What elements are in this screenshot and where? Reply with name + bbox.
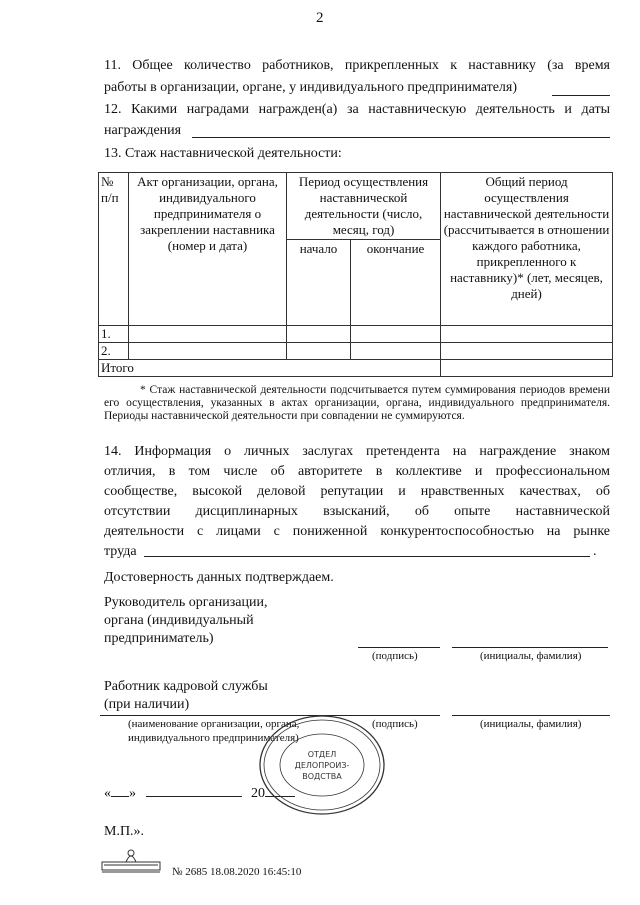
hr-org-label2: индивидуального предпринимателя) (128, 732, 299, 744)
item12-blank (192, 137, 610, 138)
registration-number: № 2685 18.08.2020 16:45:10 (172, 866, 302, 878)
head-initials-label: (инициалы, фамилия) (480, 650, 582, 662)
item14-line5: деятельности с лицами с пониженной конкурентоспособностью на рынке (104, 524, 610, 539)
svg-text:ДЕЛОПРОИЗ-: ДЕЛОПРОИЗ- (294, 761, 350, 770)
document-page: 2 11. Общее количество работников, прикрепленных к наставнику (за время работы в организации, органе, у индивидуального предпринимателя) 12. Какими наградами награжден(а) за наставническую деятельность и даты награждения 13. Стаж наставнической деятельности: № п/п Акт организации, органа, индивидуального предпринимателя о закреплении наставника (номер и дата) Период осуществления наставнической деятельности (число, месяц, год) Общий период осуществления наставнической деятельности (рассчитывается в отношении каждого работника, прикрепленного к наставнику)* (лет, месяцев, дней) начало окончание 1. 2. Итого * Стаж наставнической деятельности подсчитывается путем суммирования периодов времени его осуществления, указанных в актах организации, органа, индивидуального предпринимателя. Периоды наставнической деятельности при совпадении не суммируются. 14. Информация о личных заслугах претендента на награждение знаком отличия, в том числе об авторитете в коллективе и профессиональном сообществе, высокой деловой репутации и нравственных качествах, об отсутствии дисциплинарных взысканий, об опыте наставнической деятельности с лицами с пониженной конкурентоспособностью на рынке труда . Достоверность данных подтверждаем. Руководитель организации, органа (индивидуальный предприниматель) (подпись) (инициалы, фамилия) Работник кадровой службы (при наличии) (наименование организации, органа, индивидуального предпринимателя) (подпись) (инициалы, фамилия) « » 20 М.П.». ОТДЕЛ ДЕЛОПРОИЗ- ВОДСТВА № 2685 18.08.2020 16:45:10 (0, 0, 640, 905)
hr-signature-label: (подпись) (372, 718, 418, 730)
header-total: Общий период осуществления наставнической деятельности (рассчитывается в отношении каждого работника, прикрепленного к наставнику)* (лет, месяцев, дней) (441, 173, 613, 326)
mentoring-table (98, 172, 613, 377)
header-end: окончание (351, 240, 441, 326)
item14-line1: 14. Информация о личных заслугах претендента на награждение знаком (104, 444, 610, 459)
total-row (99, 360, 613, 377)
header-start: начало (287, 240, 351, 326)
hr-initials-line (452, 715, 610, 716)
item14-line2: отличия, в том числе об авторитете в коллективе и профессиональном (104, 464, 610, 479)
item14-blank (144, 556, 590, 557)
table-row (99, 343, 613, 360)
hr-org-label: (наименование организации, органа, (128, 718, 300, 730)
department-stamp-icon (258, 714, 388, 816)
header-period: Период осуществления наставнической деятельности (число, месяц, год) (287, 173, 441, 240)
row-num: 2. (99, 343, 129, 360)
footnote: * Стаж наставнической деятельности подсчитывается путем суммирования периодов времени его осуществления, указанных в актах организации, органа, индивидуального предпринимателя. Периоды наставнической деятельности при совпадении не суммируются. (104, 384, 610, 422)
seal-label: М.П.». (104, 824, 145, 839)
item14-line3: сообществе, высокой деловой репутации и нравственных качествах, об (104, 484, 610, 499)
government-building-logo-icon (100, 848, 162, 874)
header-act: Акт организации, органа, индивидуального предпринимателя о закреплении наставника (номер и дата) (129, 173, 287, 326)
item11-blank (552, 95, 610, 96)
item13-title: 13. Стаж наставнической деятельности: (104, 146, 342, 161)
head-initials-line (452, 647, 608, 648)
svg-text:ВОДСТВА: ВОДСТВА (302, 772, 342, 781)
item14-line6: труда (104, 544, 137, 559)
row-num: 1. (99, 326, 129, 343)
table-row (99, 326, 613, 343)
item12-line2: награждения (104, 123, 182, 138)
item12-line1: 12. Какими наградами награжден(а) за наставническую деятельность и даты (104, 102, 610, 117)
item11-line2: работы в организации, органе, у индивидуального предпринимателя) (104, 80, 517, 95)
head-signature-line (358, 647, 440, 648)
total-label: Итого (99, 360, 441, 377)
svg-text:ОТДЕЛ: ОТДЕЛ (307, 750, 337, 759)
confirm-text: Достоверность данных подтверждаем. (104, 570, 334, 585)
header-num: № п/п (99, 173, 129, 326)
head-title: Руководитель организации, органа (индивидуальный предприниматель) (104, 595, 268, 646)
hr-initials-label: (инициалы, фамилия) (480, 718, 582, 730)
head-signature-label: (подпись) (372, 650, 418, 662)
item11-line1: 11. Общее количество работников, прикрепленных к наставнику (за время (104, 58, 610, 73)
date-line: « » 20 (104, 786, 295, 802)
item14-line4: отсутствии дисциплинарных взысканий, об опыте наставнической (104, 504, 610, 519)
hr-title: Работник кадровой службы (при наличии) (104, 679, 268, 712)
page-number: 2 (316, 10, 324, 26)
